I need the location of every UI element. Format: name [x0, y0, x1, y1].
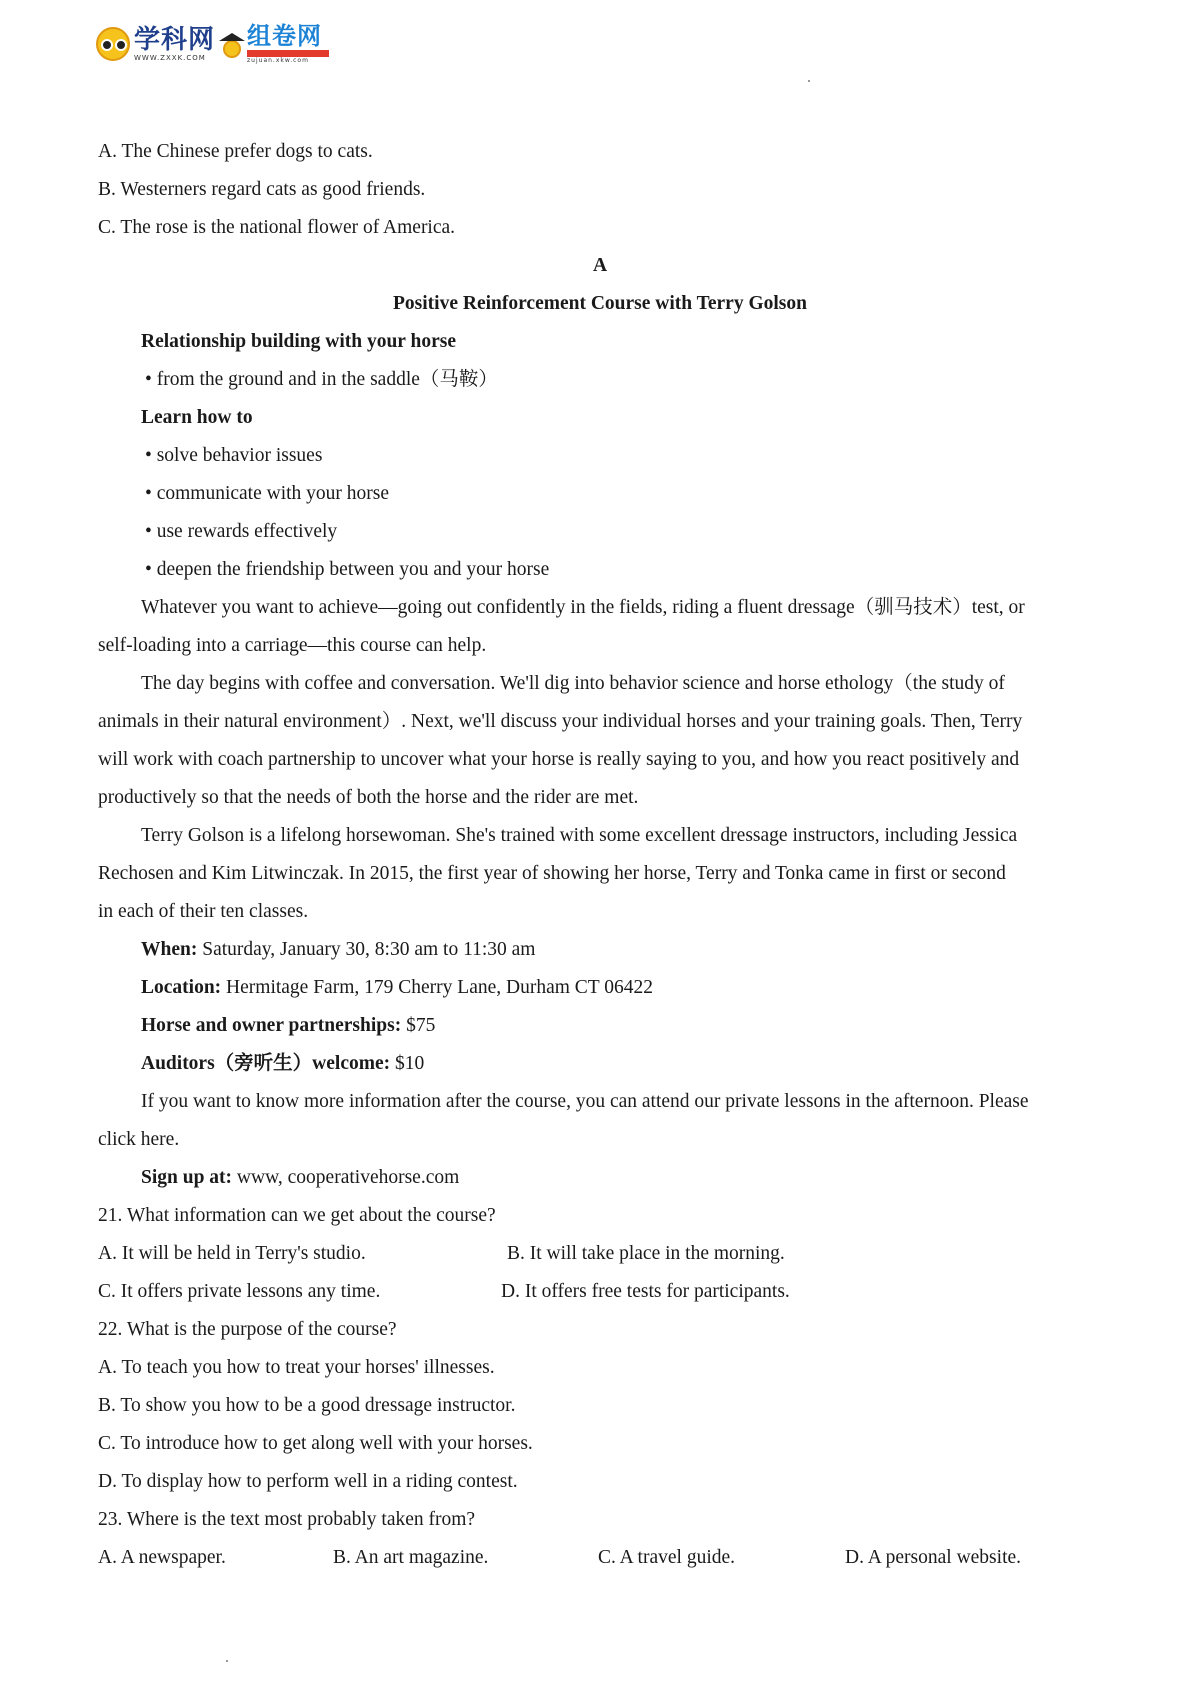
- question-21-option-b: B. It will take place in the morning.: [507, 1243, 785, 1264]
- logo-mascot-icon: [96, 27, 130, 61]
- para1-line: self-loading into a carriage—this course can help.: [98, 635, 487, 656]
- prev-option-c: C. The rose is the national flower of America.: [98, 217, 456, 238]
- heading-relationship: Relationship building with your horse: [141, 331, 456, 352]
- logo-zxxk: [134, 24, 216, 62]
- logo-zxxk-text: 学科网: [134, 24, 216, 55]
- speck: [226, 1660, 228, 1662]
- prev-option-a: A. The Chinese prefer dogs to cats.: [98, 141, 373, 162]
- detail-location: [141, 975, 653, 1001]
- graduation-cap-icon: [219, 29, 245, 59]
- detail-location-value: Hermitage Farm, 179 Cherry Lane, Durham CT 06422: [221, 977, 653, 998]
- detail-partnerships-value: $75: [401, 1015, 436, 1036]
- question-23-stem: 23. Where is the text most probably taken from?: [98, 1509, 476, 1530]
- para4-line: If you want to know more information after the course, you can attend our private lessons in the afternoon. Please: [141, 1091, 1029, 1112]
- heading-learn: Learn how to: [141, 407, 253, 428]
- question-22-stem: 22. What is the purpose of the course?: [98, 1319, 397, 1340]
- question-22-option-c: C. To introduce how to get along well with your horses.: [98, 1433, 533, 1454]
- question-22-option-d: D. To display how to perform well in a riding contest.: [98, 1471, 518, 1492]
- signup-label: Sign up at:: [141, 1167, 233, 1188]
- header-logos: [96, 22, 329, 66]
- detail-when-value: Saturday, January 30, 8:30 am to 11:30 am: [197, 939, 536, 960]
- bullet-saddle: • from the ground and in the saddle（马鞍）: [145, 369, 498, 390]
- detail-partnerships: [141, 1013, 435, 1039]
- signup-url: www, cooperativehorse.com: [232, 1167, 460, 1188]
- detail-partnerships-label: Horse and owner partnerships:: [141, 1015, 402, 1036]
- para4-line: click here.: [98, 1129, 180, 1150]
- para3-line: Rechosen and Kim Litwinczak. In 2015, the first year of showing her horse, Terry and Tonka came in first or second: [98, 863, 1006, 884]
- question-23-option-b: B. An art magazine.: [333, 1547, 489, 1568]
- prev-option-b: B. Westerners regard cats as good friends.: [98, 179, 426, 200]
- para3-line: in each of their ten classes.: [98, 901, 309, 922]
- question-23-option-a: A. A newspaper.: [98, 1547, 226, 1568]
- question-21-option-c: C. It offers private lessons any time.: [98, 1281, 381, 1302]
- logo-zujuan-url: zujuan.xkw.com: [247, 57, 309, 64]
- speck: [808, 80, 810, 82]
- question-21-option-d: D. It offers free tests for participants.: [501, 1281, 790, 1302]
- detail-when: [141, 937, 535, 963]
- bullet-item: • deepen the friendship between you and your horse: [145, 559, 550, 580]
- para2-line: productively so that the needs of both the horse and the rider are met.: [98, 787, 639, 808]
- question-22-option-a: A. To teach you how to treat your horses' illnesses.: [98, 1357, 495, 1378]
- para2-line: animals in their natural environment）. Next, we'll discuss your individual horses and your training goals. Then, Terry: [98, 711, 1023, 732]
- para1-line: Whatever you want to achieve—going out confidently in the fields, riding a fluent dressage（驯马技术）test, or: [141, 597, 1025, 618]
- para2-line: will work with coach partnership to uncover what your horse is really saying to you, and how you react positively and: [98, 749, 1020, 770]
- question-22-option-b: B. To show you how to be a good dressage instructor.: [98, 1395, 516, 1416]
- detail-when-label: When:: [141, 939, 198, 960]
- section-letter: A: [592, 255, 608, 276]
- bullet-item: • use rewards effectively: [145, 521, 338, 542]
- detail-auditors-value: $10: [390, 1053, 425, 1074]
- bullet-item: • communicate with your horse: [145, 483, 390, 504]
- logo-zxxk-url: WWW.ZXXK.COM: [134, 53, 206, 62]
- signup: [141, 1165, 459, 1191]
- detail-auditors: [141, 1051, 424, 1077]
- question-23-option-c: C. A travel guide.: [598, 1547, 736, 1568]
- logo-zujuan: [219, 24, 329, 64]
- passage-title: Positive Reinforcement Course with Terry Golson: [393, 293, 807, 314]
- question-23-option-d: D. A personal website.: [845, 1547, 1022, 1568]
- detail-location-label: Location:: [141, 977, 222, 998]
- para2-line: The day begins with coffee and conversation. We'll dig into behavior science and horse ethology（the study of: [141, 673, 1005, 694]
- question-21-option-a: A. It will be held in Terry's studio.: [98, 1243, 366, 1264]
- para3-line: Terry Golson is a lifelong horsewoman. She's trained with some excellent dressage instructors, including Jessica: [141, 825, 1018, 846]
- question-21-stem: 21. What information can we get about the course?: [98, 1205, 496, 1226]
- detail-auditors-label: Auditors（旁听生）welcome:: [141, 1053, 391, 1074]
- logo-zujuan-banner: [247, 50, 329, 57]
- logo-zujuan-text: 组卷网: [247, 22, 323, 50]
- bullet-item: • solve behavior issues: [145, 445, 323, 466]
